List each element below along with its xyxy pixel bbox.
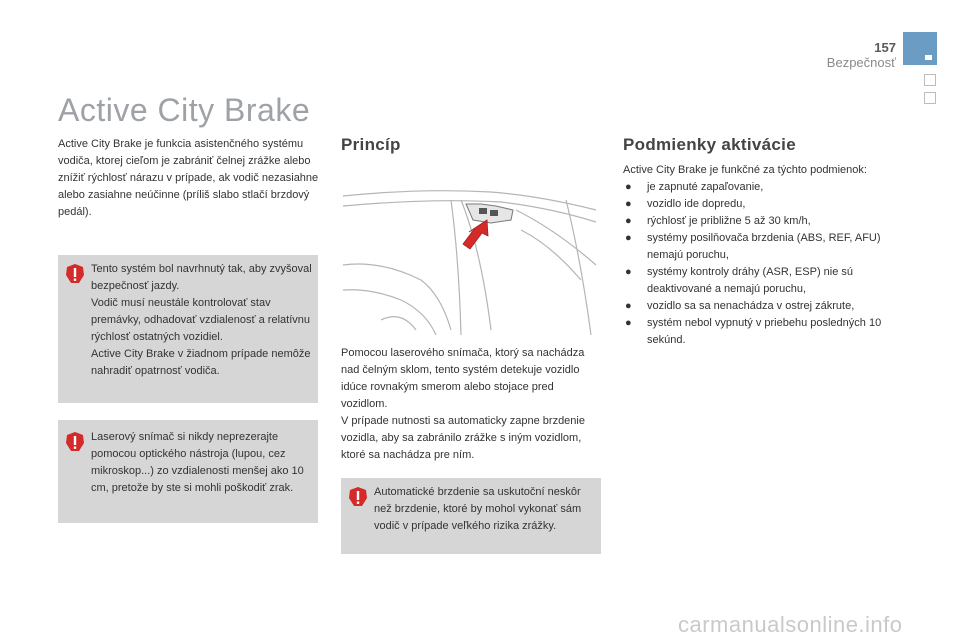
list-item: ● rýchlosť je približne 5 až 30 km/h, — [625, 215, 811, 227]
warning-text: Vodič musí neustále kontrolovať stav premávky, odhadovať vzdialenosť a relatívnu rýchlosť ostatných vozidiel. — [91, 297, 311, 343]
chapter-tab — [924, 74, 936, 86]
warning-box — [341, 478, 601, 554]
list-item: ● systémy posilňovača brzdenia (ABS, REF, AFU) nemajú poruchu, — [625, 232, 881, 261]
warning-text: Automatické brzdenie sa uskutoční neskôr než brzdenie, ktoré by mohol vykonať sám vodič v prípade veľkého rizika zrážky. — [374, 486, 582, 532]
warning-icon — [349, 487, 367, 507]
tab-marker — [925, 55, 932, 60]
chapter-tab-active — [903, 32, 937, 65]
warning-text: Laserový snímač si nikdy neprezerajte pomocou optického nástroja (lupou, cez mikroskop...) zo vzdialenosti menšej ako 10 cm, pretože by ste si mohli poškodiť zrak. — [91, 431, 304, 494]
list-item: ● systémy kontroly dráhy (ASR, ESP) nie sú deaktivované a nemajú poruchu, — [625, 266, 854, 295]
page-number: 157 — [874, 40, 896, 55]
conditions-heading: Podmienky aktivácie — [623, 135, 796, 154]
section-label: Bezpečnosť — [826, 55, 896, 70]
windshield-illustration — [341, 170, 601, 340]
chapter-tab — [924, 92, 936, 104]
conditions-list — [623, 179, 885, 349]
warning-text: Tento systém bol navrhnutý tak, aby zvyšoval bezpečnosť jazdy. — [91, 263, 312, 292]
conditions-intro: Active City Brake je funkčné za týchto podmienok: — [623, 164, 867, 176]
principle-paragraph: V prípade nutnosti sa automaticky zapne brzdenie vozidla, aby sa zabránilo zrážke s iným vozidlom, ktoré sa nachádza pre ním. — [341, 415, 585, 461]
principle-paragraph: Pomocou laserového snímača, ktorý sa nachádza nad čelným sklom, tento systém detekuje vozidlo idúce rovnakým smerom alebo stojace pred vozidlom. — [341, 347, 585, 410]
list-item: ● je zapnuté zapaľovanie, — [625, 181, 764, 193]
warning-box — [58, 255, 318, 403]
warning-text: Active City Brake v žiadnom prípade nemôže nahradiť opatrnosť vodiča. — [91, 348, 311, 377]
list-item: ● vozidlo sa sa nenachádza v ostrej zákrute, — [625, 300, 855, 312]
intro-paragraph: Active City Brake je funkcia asistenčného systému vodiča, ktorej cieľom je zabrániť čelnej zrážke alebo znížiť rýchlosť nárazu v prípade, ak vodič nezasiahne alebo zasiahne neúčinne (príliš slabo stlačí brzdový pedál). — [58, 138, 319, 218]
principle-heading: Princíp — [341, 135, 401, 154]
warning-icon — [66, 432, 84, 452]
warning-icon — [66, 264, 84, 284]
list-item: ● vozidlo ide dopredu, — [625, 198, 746, 210]
principle-text — [341, 345, 603, 464]
warning-box — [58, 420, 318, 523]
watermark: carmanualsonline.info — [678, 612, 903, 637]
laser-sensor-icon — [466, 204, 513, 223]
conditions-block — [623, 162, 885, 349]
list-item: ● systém nebol vypnutý v priebehu posledných 10 sekúnd. — [625, 317, 882, 346]
page-title: Active City Brake — [58, 92, 311, 128]
